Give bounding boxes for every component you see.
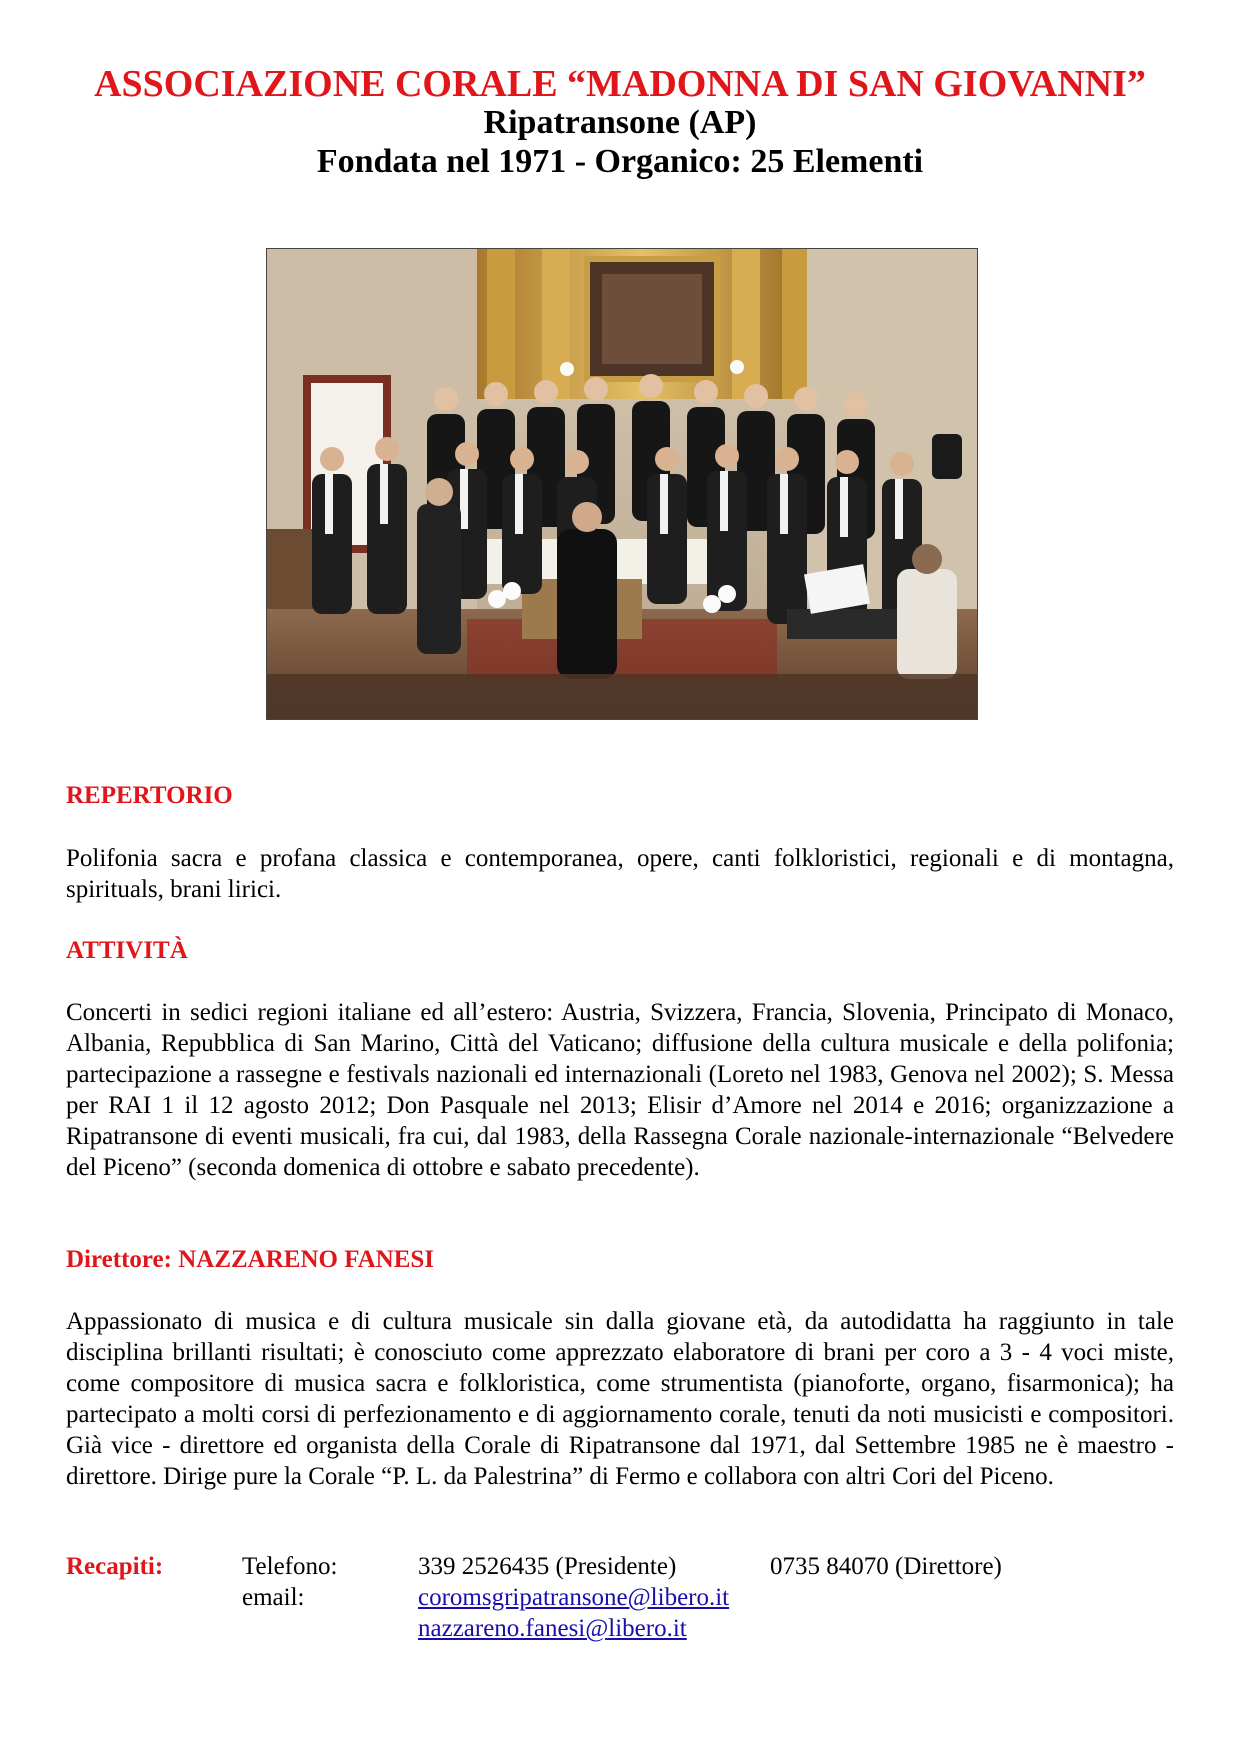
phone-president: 339 2526435 (Presidente) (418, 1553, 677, 1580)
city-subtitle: Ripatransone (AP) (483, 104, 757, 141)
direttore-text: Appassionato di musica e di cultura musicale sin dalla giovane età, da autodidatta ha raggiunto in tale disciplina brillanti risultati; è conosciuto come apprezzato elaboratore di brani per coro a 3 - 4 voci miste, come compositore di musica sacra e folkloristica, come strumentista (pianoforte, organo, fisarmonica); ha partecipato a molti corsi di perfezionamento e di aggiornamento corale, tenuti da noti musicisti e compositori. Già vice - direttore ed organista della Corale di Ripatransone dal 1971, dal Settembre 1985 ne è maestro - direttore. Dirige pure la Corale “P. L. da Palestrina” di Fermo e collabora con altri Cori del Piceno. (66, 1308, 1174, 1490)
attivita-text: Concerti in sedici regioni italiane ed all’estero: Austria, Svizzera, Francia, Slovenia, Principato di Monaco, Albania, Repubblica di San Marino, Città del Vaticano; diffusione della cultura musicale e della polifonia; partecipazione a rassegne e festivals nazionali ed internazionali (Loreto nel 1983, Genova nel 2002); S. Messa per RAI 1 il 12 agosto 2012; Don Pasquale nel 2013; Elisir d’Amore nel 2014 e 2016; organizzazione a Ripatransone di eventi musicali, fra cui, dal 1983, della Rassegna Corale nazionale-internazionale “Belvedere del Piceno” (seconda domenica di ottobre e sabato precedente). (66, 999, 1174, 1181)
association-title: ASSOCIAZIONE CORALE “MADONNA DI SAN GIOVANNI” (94, 63, 1146, 105)
repertorio-text: Polifonia sacra e profana classica e contemporanea, opere, canti folkloristici, regionali e di montagna, spirituals, brani lirici. (66, 845, 1174, 903)
founded-subtitle: Fondata nel 1971 - Organico: 25 Elementi (316, 143, 924, 180)
repertorio-heading: REPERTORIO (66, 782, 233, 809)
contacts-block (66, 1551, 1174, 1644)
recapiti-heading: Recapiti: (66, 1553, 164, 1580)
phone-label: Telefono: (242, 1553, 338, 1580)
attivita-heading: ATTIVITÀ (66, 937, 188, 964)
phone-director: 0735 84070 (Direttore) (770, 1553, 1002, 1580)
email-link-director[interactable]: nazzareno.fanesi@libero.it (418, 1615, 687, 1642)
direttore-heading: Direttore: NAZZARENO FANESI (66, 1246, 435, 1273)
email-label: email: (242, 1584, 305, 1611)
choir-photo (266, 248, 978, 720)
email-link-choir[interactable]: coromsgripatransone@libero.it (418, 1584, 730, 1611)
